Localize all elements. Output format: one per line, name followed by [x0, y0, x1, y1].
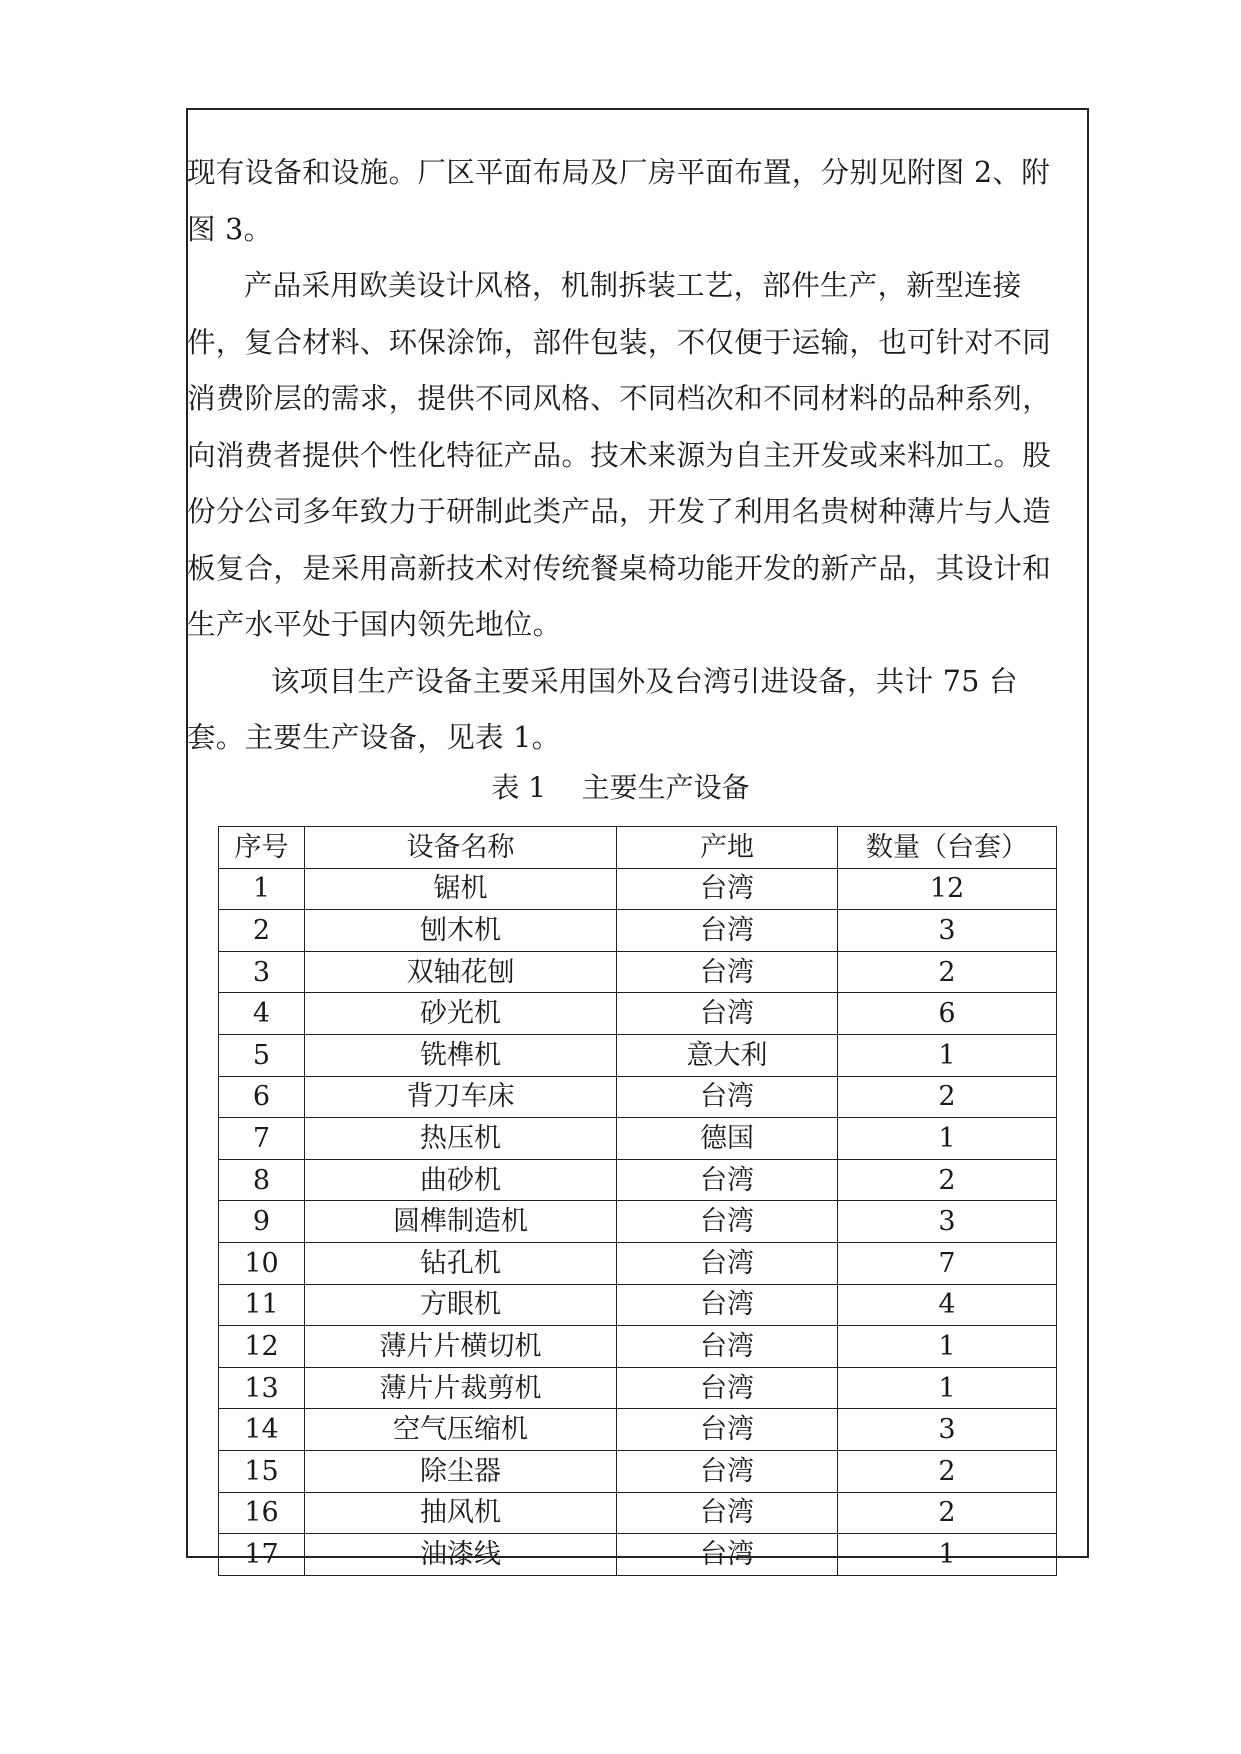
cell-quantity: 2 — [838, 1450, 1057, 1492]
header-origin: 产地 — [617, 827, 838, 869]
table-row — [219, 1409, 1057, 1451]
cell-quantity: 12 — [838, 868, 1057, 910]
cell-equipment-name: 油漆线 — [305, 1534, 617, 1576]
table-caption-label: 表 1 — [491, 771, 547, 804]
cell-quantity: 2 — [838, 1159, 1057, 1201]
cell-quantity: 2 — [838, 1076, 1057, 1118]
cell-equipment-name: 抽风机 — [305, 1492, 617, 1534]
cell-index: 12 — [219, 1326, 305, 1368]
cell-equipment-name: 砂光机 — [305, 993, 617, 1035]
cell-equipment-name: 薄片片裁剪机 — [305, 1367, 617, 1409]
cell-index: 11 — [219, 1284, 305, 1326]
cell-index: 7 — [219, 1118, 305, 1160]
table-row — [219, 1492, 1057, 1534]
cell-index: 5 — [219, 1034, 305, 1076]
cell-equipment-name: 圆榫制造机 — [305, 1201, 617, 1243]
cell-quantity: 1 — [838, 1118, 1057, 1160]
cell-index: 4 — [219, 993, 305, 1035]
cell-origin: 台湾 — [617, 1284, 838, 1326]
cell-index: 16 — [219, 1492, 305, 1534]
cell-origin: 台湾 — [617, 1450, 838, 1492]
cell-equipment-name: 空气压缩机 — [305, 1409, 617, 1451]
table-row — [219, 1450, 1057, 1492]
cell-index: 2 — [219, 910, 305, 952]
table-row — [219, 1534, 1057, 1576]
cell-origin: 台湾 — [617, 1534, 838, 1576]
cell-origin: 台湾 — [617, 910, 838, 952]
cell-origin: 台湾 — [617, 1492, 838, 1534]
cell-equipment-name: 背刀车床 — [305, 1076, 617, 1118]
header-equipment-name: 设备名称 — [305, 827, 617, 869]
cell-equipment-name: 铣榫机 — [305, 1034, 617, 1076]
cell-equipment-name: 热压机 — [305, 1118, 617, 1160]
cell-quantity: 1 — [838, 1034, 1057, 1076]
cell-quantity: 1 — [838, 1534, 1057, 1576]
cell-index: 1 — [219, 868, 305, 910]
cell-origin: 德国 — [617, 1118, 838, 1160]
equipment-table — [218, 826, 1057, 1576]
cell-origin: 台湾 — [617, 993, 838, 1035]
cell-origin: 台湾 — [617, 1076, 838, 1118]
cell-origin: 台湾 — [617, 868, 838, 910]
cell-origin: 台湾 — [617, 1326, 838, 1368]
cell-origin: 台湾 — [617, 1201, 838, 1243]
cell-index: 9 — [219, 1201, 305, 1243]
table-header-row — [219, 827, 1057, 869]
cell-equipment-name: 钻孔机 — [305, 1242, 617, 1284]
paragraph-2: 产品采用欧美设计风格，机制拆装工艺，部件生产，新型连接件，复合材料、环保涂饰，部件包装，不仅便于运输，也可针对不同消费阶层的需求，提供不同风格、不同档次和不同材料的品种系列，向消费者提供个性化特征产品。技术来源为自主开发或来料加工。股份分公司多年致力于研制此类产品，开发了利用名贵树种薄片与人造板复合，是采用高新技术对传统餐桌椅功能开发的新产品，其设计和生产水平处于国内领先地位。 — [187, 269, 1052, 641]
cell-quantity: 4 — [838, 1284, 1057, 1326]
cell-index: 3 — [219, 951, 305, 993]
table-row — [219, 1284, 1057, 1326]
table-row — [219, 1367, 1057, 1409]
table-row — [219, 1034, 1057, 1076]
table-row — [219, 1201, 1057, 1243]
cell-equipment-name: 双轴花刨 — [305, 951, 617, 993]
cell-equipment-name: 曲砂机 — [305, 1159, 617, 1201]
cell-quantity: 2 — [838, 951, 1057, 993]
table-row — [219, 1118, 1057, 1160]
cell-equipment-name: 方眼机 — [305, 1284, 617, 1326]
cell-quantity: 3 — [838, 1201, 1057, 1243]
cell-index: 10 — [219, 1242, 305, 1284]
cell-index: 15 — [219, 1450, 305, 1492]
table-body — [219, 868, 1057, 1575]
table-row — [219, 868, 1057, 910]
header-quantity: 数量（台套） — [838, 827, 1057, 869]
table-row — [219, 910, 1057, 952]
cell-quantity: 2 — [838, 1492, 1057, 1534]
paragraph-3: 该项目生产设备主要采用国外及台湾引进设备，共计 75 台套。主要生产设备，见表 1。 — [187, 664, 1018, 754]
cell-index: 6 — [219, 1076, 305, 1118]
cell-quantity: 3 — [838, 1409, 1057, 1451]
cell-origin: 台湾 — [617, 1409, 838, 1451]
table-row — [219, 993, 1057, 1035]
cell-equipment-name: 除尘器 — [305, 1450, 617, 1492]
cell-origin: 台湾 — [617, 1159, 838, 1201]
cell-origin: 台湾 — [617, 1242, 838, 1284]
cell-origin: 台湾 — [617, 951, 838, 993]
cell-quantity: 3 — [838, 910, 1057, 952]
table-row — [219, 1159, 1057, 1201]
paragraph-1: 现有设备和设施。厂区平面布局及厂房平面布置，分别见附图 2、附图 3。 — [187, 156, 1050, 246]
cell-origin: 台湾 — [617, 1367, 838, 1409]
cell-quantity: 6 — [838, 993, 1057, 1035]
cell-origin: 意大利 — [617, 1034, 838, 1076]
cell-quantity: 1 — [838, 1367, 1057, 1409]
cell-equipment-name: 薄片片横切机 — [305, 1326, 617, 1368]
cell-quantity: 7 — [838, 1242, 1057, 1284]
table-caption-title: 主要生产设备 — [581, 771, 750, 804]
table-row — [219, 1076, 1057, 1118]
cell-equipment-name: 锯机 — [305, 868, 617, 910]
table-row — [219, 1242, 1057, 1284]
cell-index: 14 — [219, 1409, 305, 1451]
cell-index: 8 — [219, 1159, 305, 1201]
cell-equipment-name: 刨木机 — [305, 910, 617, 952]
cell-index: 13 — [219, 1367, 305, 1409]
table-caption — [0, 768, 1241, 808]
cell-index: 17 — [219, 1534, 305, 1576]
body-text — [187, 145, 1055, 767]
header-index: 序号 — [219, 827, 305, 869]
table-row — [219, 951, 1057, 993]
cell-quantity: 1 — [838, 1326, 1057, 1368]
table-row — [219, 1326, 1057, 1368]
